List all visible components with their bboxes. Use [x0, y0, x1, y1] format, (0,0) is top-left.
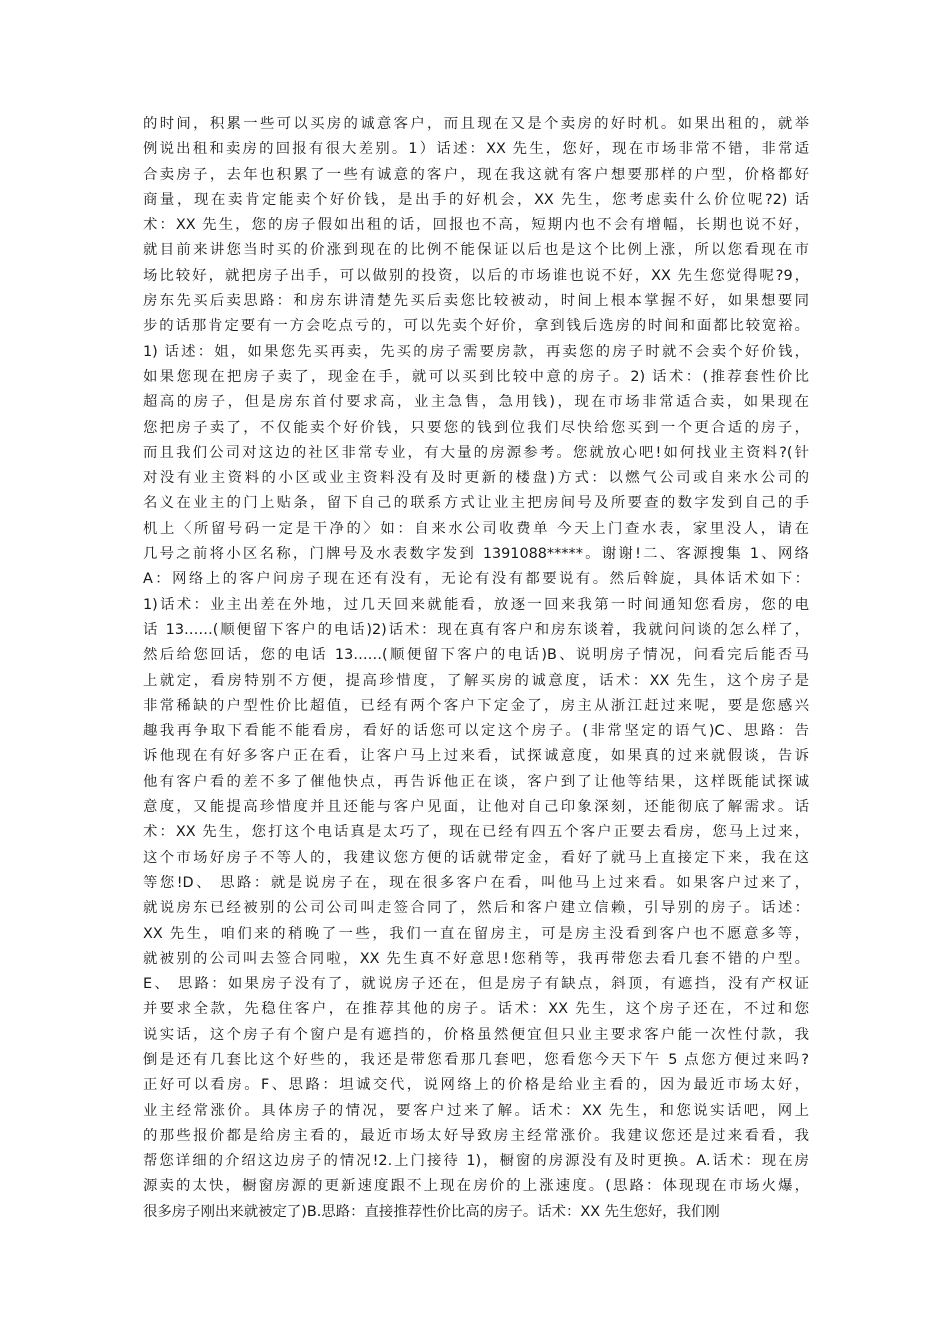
text-line: 这个市场好房子不等人的，我建议您方便的话就带定金，看好了就马上直接定下来，我在这 — [143, 849, 809, 866]
text-line: 话 13……(顺便留下客户的电话)2)话术：现在真有客户和房东谈着，我就问问谈的怎么样了， — [143, 621, 809, 638]
text-line: 意度，又能提高珍惜度并且还能与客户见面，让他对自己印象深刻，还能彻底了解需求。话 — [143, 799, 809, 816]
text-line: 而且我们公司对这边的社区非常专业，有大量的房源参考。您就放心吧!如何找业主资料?(针 — [143, 444, 809, 461]
text-line: 例说出租和卖房的回报有很大差别。1）话述：XX 先生，您好，现在市场非常不错，非常适 — [143, 141, 809, 158]
text-line: 的那些报价都是给房主看的，最近市场太好导致房主经常涨价。我建议您还是过来看看，我 — [143, 1127, 809, 1144]
text-line: 就目前来讲您当时买的价涨到现在的比例不能保证以后也是这个比例上涨，所以您看现在市 — [143, 242, 809, 259]
text-line: 并要求全款，先稳住客户，在推荐其他的房子。话术：XX 先生，这个房子还在，不过和您 — [143, 1001, 809, 1018]
text-line: 步的话那肯定要有一方会吃点亏的，可以先卖个好价，拿到钱后选房的时间和面都比较宽裕。 — [143, 318, 809, 335]
text-line: 倒是还有几套比这个好些的，我还是带您看那几套吧，您看您今天下午 5 点您方便过来吗? — [143, 1051, 809, 1068]
text-line: 然后给您回话，您的电话 13……(顺便留下客户的电话)B、说明房子情况，问看完后能否马 — [143, 647, 809, 664]
text-line: 上就定，看房特别不方便，提高珍惜度，了解买房的诚意度，话术：XX 先生，这个房子是 — [143, 672, 809, 689]
text-line: 名义在业主的门上贴条，留下自己的联系方式让业主把房间号及所要查的数字发到自己的手 — [143, 495, 809, 512]
text-line: 术：XX 先生，您的房子假如出租的话，回报也不高，短期内也不会有增幅，长期也说不好， — [143, 217, 809, 234]
text-line: 商量，现在卖肯定能卖个好价钱，是出手的好机会，XX 先生，您考虑卖什么价位呢?2) 话 — [143, 191, 809, 208]
text-line: 1)话术：业主出差在外地，过几天回来就能看，放逐一回来我第一时间通知您看房，您的电 — [143, 596, 809, 613]
text-line: 合卖房子，去年也积累了一些有诚意的客户，现在我这就有客户想要那样的户型，价格都好 — [143, 166, 809, 183]
text-line: 正好可以看房。F、思路：坦诚交代，说网络上的价格是给业主看的，因为最近市场太好， — [143, 1077, 809, 1094]
text-line: E、 思路：如果房子没有了，就说房子还在，但是房子有缺点，斜顶，有遮挡，没有产权证 — [143, 976, 809, 993]
text-line: 等您!D、 思路：就是说房子在，现在很多客户在看，叫他马上过来看。如果客户过来了， — [143, 874, 809, 891]
text-line: 对没有业主资料的小区或业主资料没有及时更新的楼盘)方式：以燃气公司或自来水公司的 — [143, 470, 809, 487]
text-line: 的时间，积累一些可以买房的诚意客户，而且现在又是个卖房的好时机。如果出租的，就举 — [143, 116, 809, 132]
text-line: 就说房东已经被别的公司公司叫走签合同了，然后和客户建立信赖，引导别的房子。话述： — [143, 900, 809, 917]
text-line: 如果您现在把房子卖了，现金在手，就可以买到比较中意的房子。2) 话术：(推荐套性价比 — [143, 368, 809, 385]
text-line: 1) 话述：姐，如果您先买再卖，先买的房子需要房款，再卖您的房子时就不会卖个好价钱， — [143, 343, 809, 360]
text-line: 就被别的公司叫去签合同啦，XX 先生真不好意思!您稍等，我再带您去看几套不错的户型。 — [143, 950, 809, 967]
text-line: XX 先生，咱们来的稍晚了一些，我们一直在留房主，可是房主没看到客户也不愿意多等， — [143, 925, 809, 942]
text-line: 场比较好，就把房子出手，可以做别的投资，以后的市场谁也说不好，XX 先生您觉得呢?9， — [143, 267, 809, 284]
text-line: 几号之前将小区名称，门牌号及水表数字发到 1391088*****。谢谢!二、客源搜集 1、网络 — [143, 546, 809, 563]
text-line: 房东先买后卖思路：和房东讲清楚先买后卖您比较被动，时间上根本掌握不好，如果想要同 — [143, 293, 809, 310]
document-body — [143, 112, 809, 1225]
text-line: 术：XX 先生，您打这个电话真是太巧了，现在已经有四五个客户正要去看房，您马上过来， — [143, 824, 809, 841]
text-line: 说实话，这个房子有个窗户是有遮挡的，价格虽然便宜但只业主要求客户能一次性付款，我 — [143, 1026, 809, 1043]
text-line: 帮您详细的介绍这边房子的情况!2.上门接待 1)，橱窗的房源没有及时更换。A.话术：现在房 — [143, 1153, 809, 1170]
text-line: 很多房子刚出来就被定了)B.思路：直接推荐性价比高的房子。话术：XX 先生您好，我们刚 — [143, 1203, 720, 1220]
text-line: 趣我再争取下看能不能看房，看好的话您可以定这个房子。(非常坚定的语气)C、思路：告 — [143, 723, 809, 740]
text-line: 您把房子卖了，不仅能卖个好价钱，只要您的钱到位我们尽快给您买到一个更合适的房子， — [143, 419, 809, 436]
text-line: A：网络上的客户问房子现在还有没有，无论有没有都要说有。然后斡旋，具体话术如下： — [143, 571, 809, 588]
text-line: 非常稀缺的户型性价比超值，已经有两个客户下定金了，房主从浙江赶过来呢，要是您感兴 — [143, 697, 809, 714]
text-line: 源卖的太快，橱窗房源的更新速度跟不上现在房价的上涨速度。(思路：体现现在市场火爆， — [143, 1178, 809, 1195]
text-line: 机上〈所留号码一定是干净的〉如：自来水公司收费单 今天上门查水表，家里没人，请在 — [143, 520, 809, 537]
text-line: 他有客户看的差不多了催他快点，再告诉他正在谈，客户到了让他等结果，这样既能试探诚 — [143, 773, 809, 790]
text-line: 超高的房子，但是房东首付要求高，业主急售，急用钱)，现在市场非常适合卖，如果现在 — [143, 394, 809, 411]
text-line: 诉他现在有好多客户正在看，让客户马上过来看，试探诚意度，如果真的过来就假谈，告诉 — [143, 748, 809, 765]
text-line: 业主经常涨价。具体房子的情况，要客户过来了解。话术：XX 先生，和您说实话吧，网上 — [143, 1102, 809, 1119]
